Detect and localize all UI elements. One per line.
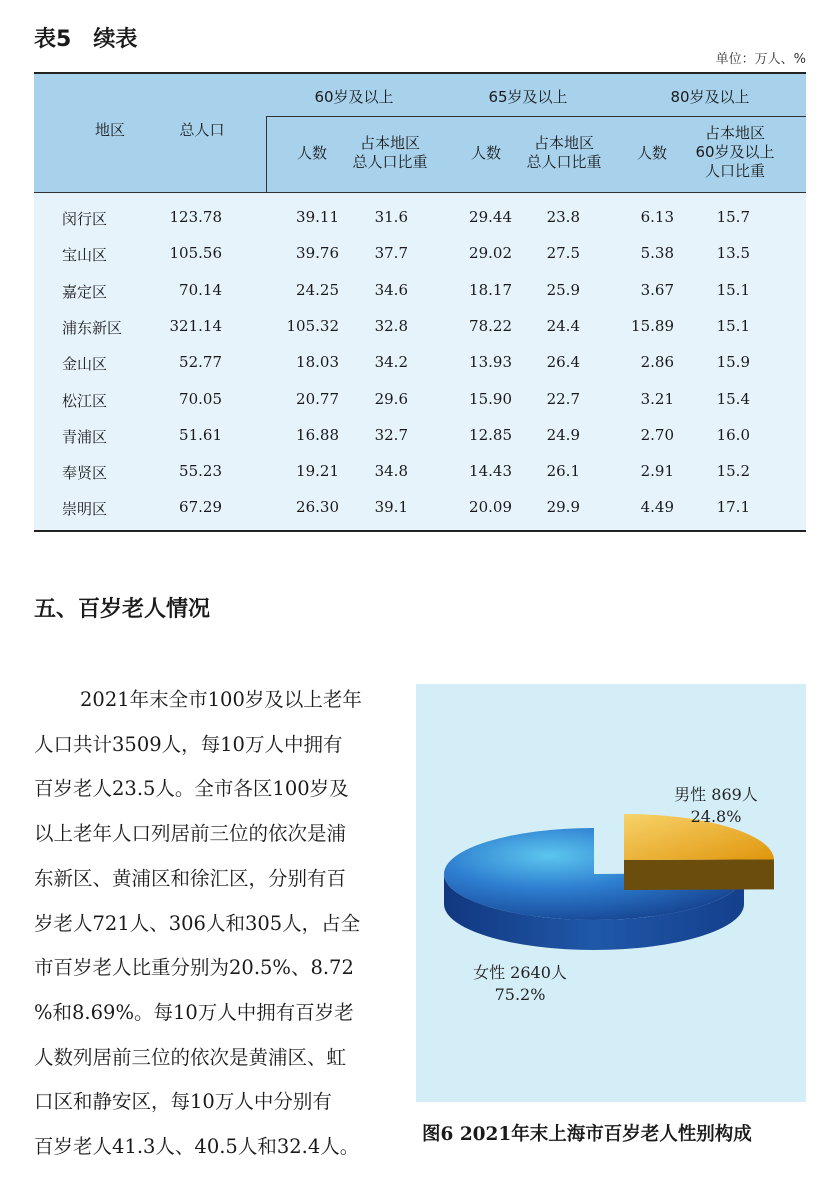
table-row xyxy=(34,236,806,272)
paragraph-line: 市百岁老人比重分别为20.5%、8.72 xyxy=(34,956,354,980)
cell-total: 52.77 xyxy=(179,353,222,372)
cell-p65: 13.93 xyxy=(469,353,512,372)
header-share-80: 占本地区 60岁及以上 人口比重 xyxy=(695,124,775,180)
table-row xyxy=(34,382,806,418)
cell-p60: 16.88 xyxy=(296,425,339,444)
cell-s65: 26.1 xyxy=(546,462,580,481)
cell-s65: 22.7 xyxy=(546,389,580,408)
cell-s80: 16.0 xyxy=(716,425,750,444)
cell-s65: 29.9 xyxy=(546,498,580,517)
cell-s80: 15.1 xyxy=(716,280,750,299)
section-title: 五、百岁老人情况 xyxy=(34,597,211,622)
cell-s60: 34.6 xyxy=(374,280,408,299)
table-title xyxy=(34,22,159,53)
cell-s60: 34.2 xyxy=(374,353,408,372)
cell-s65: 23.8 xyxy=(546,208,580,226)
cell-s60: 37.7 xyxy=(374,244,408,263)
cell-region: 松江区 xyxy=(62,391,108,410)
cell-s60: 29.6 xyxy=(374,389,408,408)
male-slice-inner-side xyxy=(624,859,774,890)
paragraph-line: %和8.69%。每10万人中拥有百岁老 xyxy=(34,1000,354,1024)
cell-s80: 15.9 xyxy=(716,353,750,372)
data-table xyxy=(34,72,806,532)
paragraph-line: 岁老人721人、306人和305人，占全 xyxy=(34,911,361,935)
table-unit: 单位：万人、% xyxy=(715,52,806,67)
cell-total: 55.23 xyxy=(179,462,222,481)
cell-region: 崇明区 xyxy=(62,500,108,519)
cell-p65: 78.22 xyxy=(469,316,512,335)
pie-chart xyxy=(416,684,806,1102)
female-label xyxy=(450,962,590,1006)
cell-p65: 14.43 xyxy=(469,462,512,481)
cell-p60: 20.77 xyxy=(296,389,339,408)
cell-total: 70.14 xyxy=(179,280,222,299)
cell-s80: 13.5 xyxy=(716,244,750,263)
cell-s80: 15.4 xyxy=(716,389,750,408)
cell-p65: 29.44 xyxy=(469,208,512,226)
cell-total: 67.29 xyxy=(179,498,222,517)
cell-region: 奉贤区 xyxy=(62,464,108,483)
cell-p60: 19.21 xyxy=(296,462,339,481)
header-group-80: 80岁及以上 xyxy=(670,88,750,106)
header-divider xyxy=(266,116,806,117)
cell-total: 105.56 xyxy=(169,244,222,263)
cell-s60: 39.1 xyxy=(374,498,408,517)
cell-region: 闵行区 xyxy=(62,210,108,228)
body-paragraph xyxy=(34,678,404,1170)
cell-s65: 24.4 xyxy=(546,316,580,335)
table-row xyxy=(34,490,806,526)
cell-s65: 24.9 xyxy=(546,425,580,444)
cell-s60: 34.8 xyxy=(374,462,408,481)
cell-p80: 2.91 xyxy=(640,462,674,481)
paragraph-line: 2021年末全市100岁及以上老年 xyxy=(80,688,362,711)
cell-p60: 105.32 xyxy=(286,316,339,335)
paragraph-line: 人口共计3509人，每10万人中拥有 xyxy=(34,732,343,756)
male-label-percent: 24.8% xyxy=(690,807,742,826)
cell-p60: 24.25 xyxy=(296,280,339,299)
cell-total: 51.61 xyxy=(179,425,222,444)
cell-region: 青浦区 xyxy=(62,427,108,446)
cell-s60: 31.6 xyxy=(374,208,408,226)
cell-region: 嘉定区 xyxy=(62,282,108,301)
cell-s65: 26.4 xyxy=(546,353,580,372)
cell-p80: 2.70 xyxy=(640,425,674,444)
paragraph-line: 百岁老人23.5人。全市各区100岁及 xyxy=(34,777,349,801)
cell-s65: 25.9 xyxy=(546,280,580,299)
cell-p80: 3.67 xyxy=(640,280,674,299)
cell-p80: 4.49 xyxy=(640,498,674,517)
header-group-65: 65岁及以上 xyxy=(488,88,568,106)
male-label xyxy=(656,784,776,828)
cell-p80: 2.86 xyxy=(640,353,674,372)
header-count-80: 人数 xyxy=(636,144,667,162)
cell-p60: 18.03 xyxy=(296,353,339,372)
table-row xyxy=(34,273,806,309)
cell-region: 宝山区 xyxy=(62,246,108,265)
cell-s80: 15.1 xyxy=(716,316,750,335)
cell-p60: 39.76 xyxy=(296,244,339,263)
cell-p60: 39.11 xyxy=(296,208,339,226)
table-row xyxy=(34,309,806,345)
cell-s65: 27.5 xyxy=(546,244,580,263)
cell-total: 123.78 xyxy=(169,208,222,226)
cell-total: 321.14 xyxy=(169,316,222,335)
cell-p80: 5.38 xyxy=(640,244,674,263)
cell-s60: 32.7 xyxy=(374,425,408,444)
cell-s80: 17.1 xyxy=(716,498,750,517)
male-label-count: 男性 869人 xyxy=(674,785,758,804)
table-number: 表5 xyxy=(34,27,72,52)
cell-p80: 6.13 xyxy=(640,208,674,226)
cell-p80: 3.21 xyxy=(640,389,674,408)
cell-p65: 18.17 xyxy=(469,280,512,299)
cell-s60: 32.8 xyxy=(374,316,408,335)
header-region: 地区 xyxy=(94,121,125,139)
paragraph-line: 人数列居前三位的依次是黄浦区、虹 xyxy=(34,1045,347,1069)
table-row xyxy=(34,454,806,490)
paragraph-line: 东新区、黄浦区和徐汇区，分别有百 xyxy=(34,866,347,890)
header-share-65: 占本地区 总人口比重 xyxy=(526,134,602,171)
paragraph-line: 以上老年人口列居前三位的依次是浦 xyxy=(34,822,347,846)
header-vline-1 xyxy=(266,116,267,192)
figure-caption: 图6 2021年末上海市百岁老人性别构成 xyxy=(422,1124,752,1145)
table-row xyxy=(34,418,806,454)
cell-p60: 26.30 xyxy=(296,498,339,517)
table-row xyxy=(34,200,806,236)
header-share-60: 占本地区 总人口比重 xyxy=(352,134,428,171)
header-count-65: 人数 xyxy=(470,144,501,162)
cell-region: 浦东新区 xyxy=(62,318,123,337)
header-total: 总人口 xyxy=(179,121,225,139)
cell-p65: 15.90 xyxy=(469,389,512,408)
cell-p80: 15.89 xyxy=(631,316,674,335)
cell-p65: 12.85 xyxy=(469,425,512,444)
cell-p65: 20.09 xyxy=(469,498,512,517)
female-label-count: 女性 2640人 xyxy=(473,963,567,982)
paragraph-line: 百岁老人41.3人、40.5人和32.4人。 xyxy=(34,1135,360,1159)
table-header xyxy=(34,74,806,193)
cell-s80: 15.2 xyxy=(716,462,750,481)
table-row xyxy=(34,345,806,381)
pie-chart-figure xyxy=(416,684,806,1102)
cell-p65: 29.02 xyxy=(469,244,512,263)
paragraph-line: 口区和静安区，每10万人中分别有 xyxy=(34,1090,332,1114)
cell-s80: 15.7 xyxy=(716,208,750,226)
table-title-text: 续表 xyxy=(93,27,138,52)
cell-region: 金山区 xyxy=(62,355,108,374)
cell-total: 70.05 xyxy=(179,389,222,408)
header-count-60: 人数 xyxy=(296,144,327,162)
header-group-60: 60岁及以上 xyxy=(314,88,394,106)
female-label-percent: 75.2% xyxy=(494,985,546,1004)
